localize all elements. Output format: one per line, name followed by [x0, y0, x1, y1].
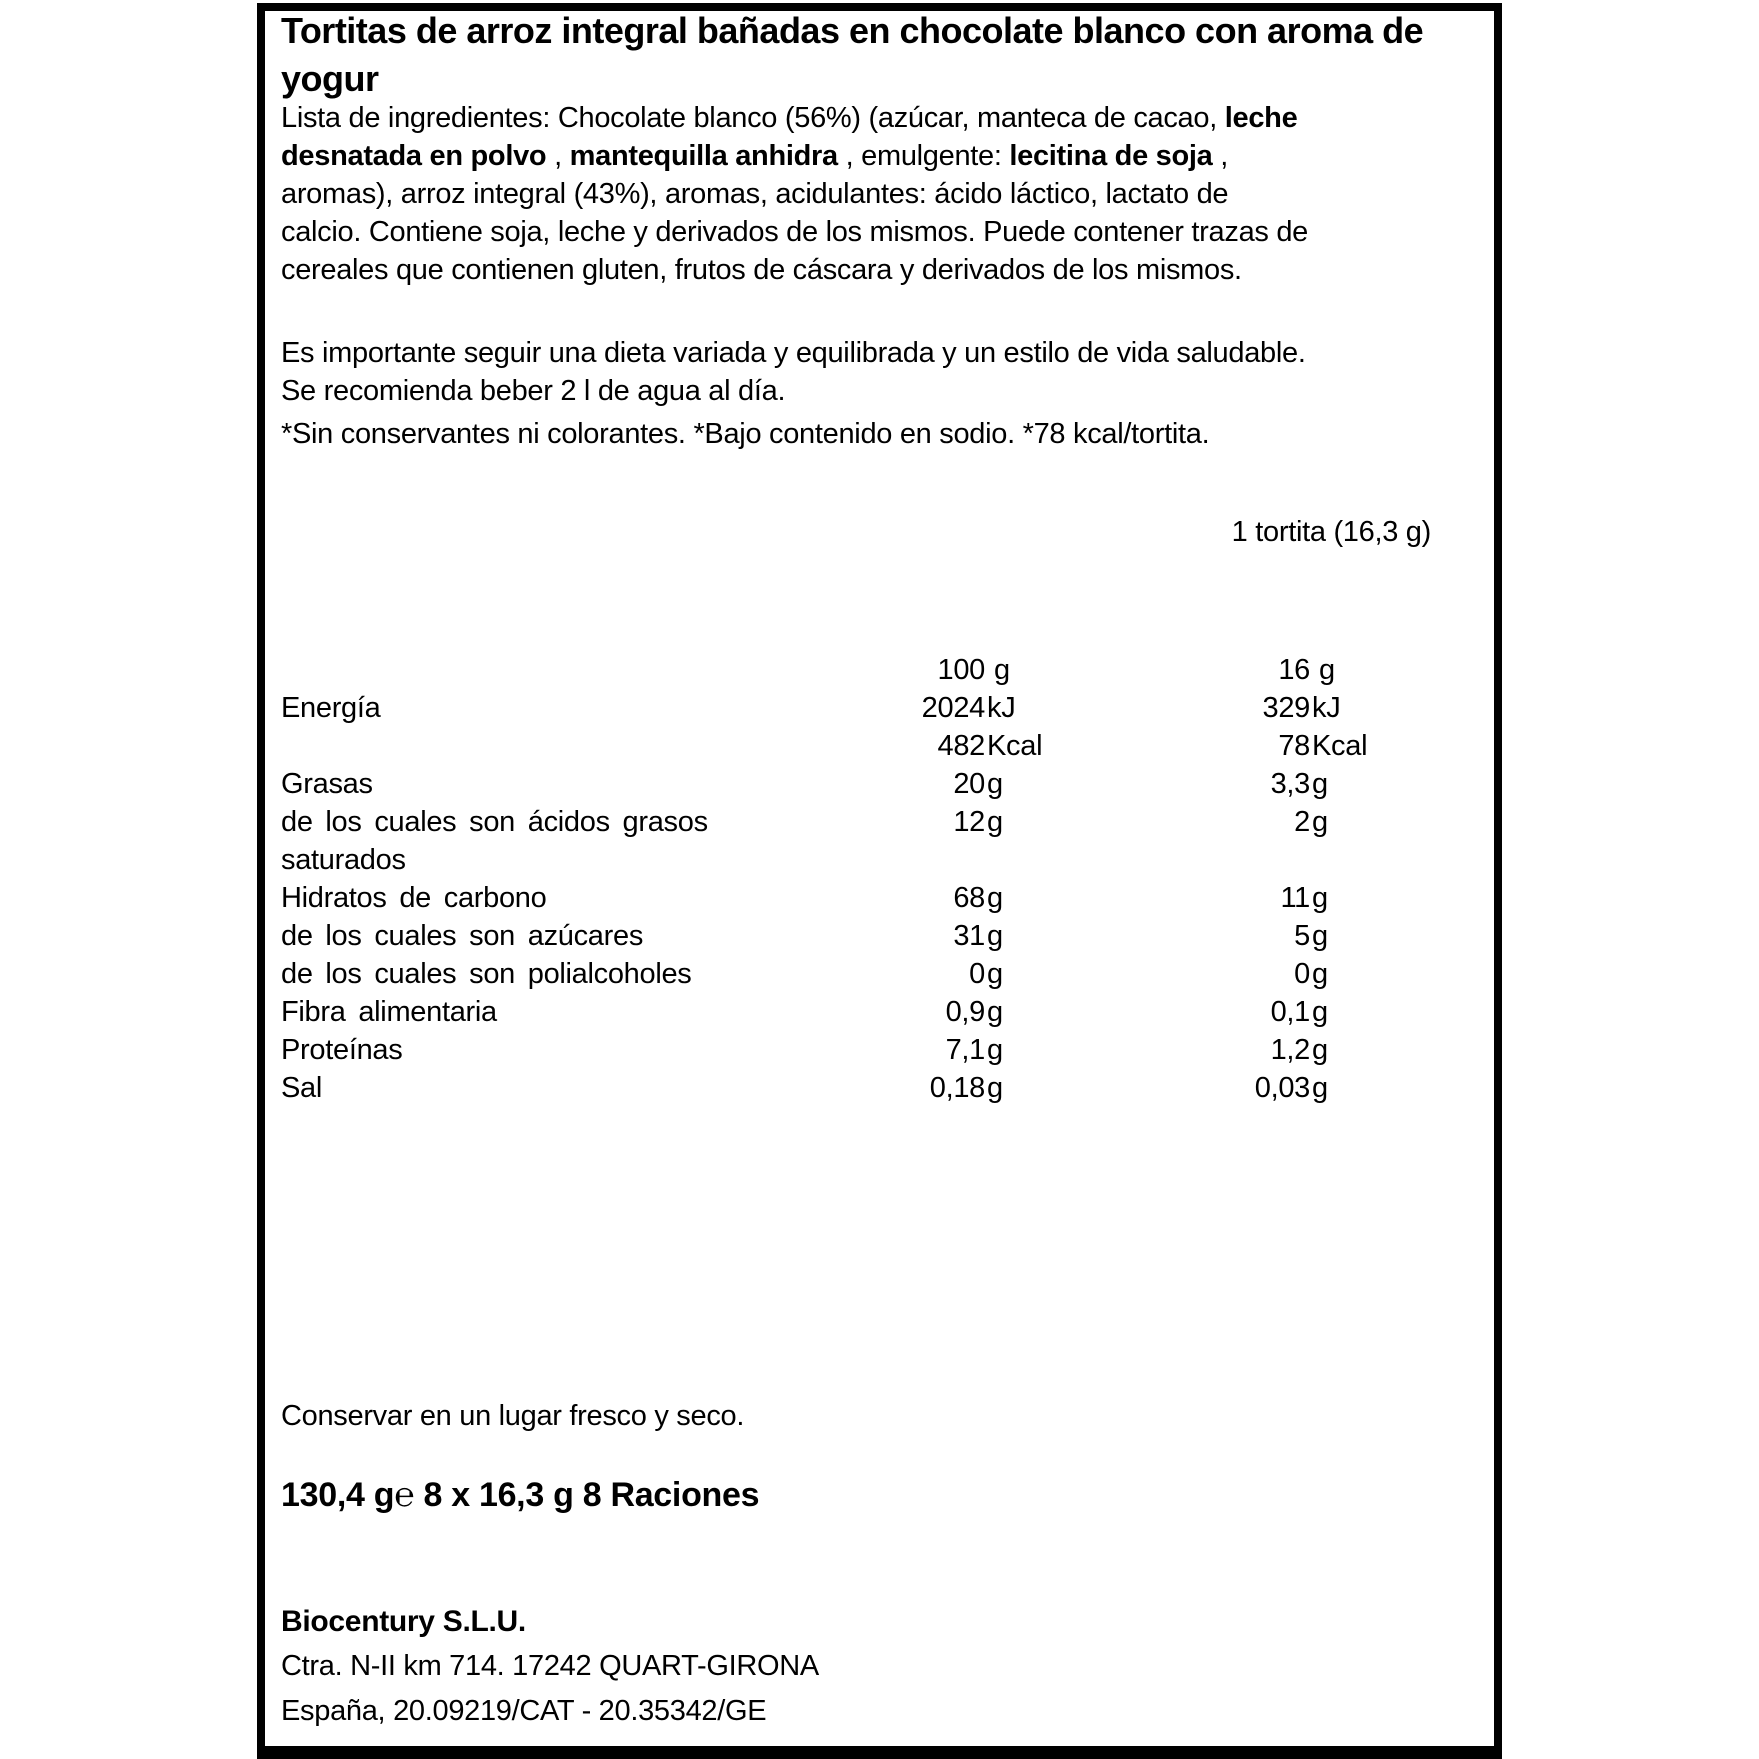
nutrient-label: de los cuales son polialcoholes — [281, 958, 692, 990]
table-header-row — [265, 651, 1494, 689]
ingredient-text: Lista de ingredientes: Chocolate blanco (56%) (azúcar, manteca de cacao, — [281, 102, 1225, 134]
unit-per-serving: g — [1312, 768, 1328, 800]
ingredient-text: aromas), arroz integral (43%), aromas, acidulantes: ácido láctico, lactato de — [281, 178, 1229, 210]
unit-per-serving: g — [1319, 654, 1335, 686]
nutrient-label: Hidratos de carbono — [281, 882, 547, 914]
company-block — [281, 1599, 819, 1734]
table-row — [265, 841, 1494, 879]
value-per-serving: 0 — [1294, 958, 1310, 990]
unit-per-100g: g — [987, 806, 1003, 838]
value-per-100g: 482 — [937, 730, 985, 762]
nutrient-label: Fibra alimentaria — [281, 996, 497, 1028]
ingredient-text: calcio. Contiene soja, leche y derivados de los mismos. Puede contener trazas de — [281, 216, 1309, 248]
unit-per-serving: kJ — [1312, 692, 1341, 724]
unit-per-100g: Kcal — [987, 730, 1043, 762]
table-row — [265, 1069, 1494, 1107]
company-address: Ctra. N-II km 714. 17242 QUART-GIRONA — [281, 1650, 819, 1682]
table-row — [265, 727, 1494, 765]
company-name: Biocentury S.L.U. — [281, 1605, 526, 1638]
value-per-100g: 2024 — [921, 692, 985, 724]
table-row — [265, 955, 1494, 993]
unit-per-100g: g — [994, 654, 1010, 686]
ingredient-text: , — [1212, 140, 1229, 172]
table-row — [265, 993, 1494, 1031]
diet-advice-line: Se recomienda beber 2 l de agua al día. — [281, 375, 786, 407]
value-per-serving: 1,2 — [1270, 1034, 1310, 1066]
value-per-serving: 0,1 — [1270, 996, 1310, 1028]
highlighted-ingredient-text: desnatada en polvo — [281, 140, 547, 172]
unit-per-serving: g — [1312, 996, 1328, 1028]
company-registry: España, 20.09219/CAT - 20.35342/GE — [281, 1695, 767, 1727]
unit-per-100g: g — [987, 1034, 1003, 1066]
unit-per-100g: g — [987, 1072, 1003, 1104]
value-per-100g: 31 — [953, 920, 985, 952]
ingredients-paragraph — [281, 99, 1477, 289]
table-row — [265, 1031, 1494, 1069]
table-row — [265, 879, 1494, 917]
nutrition-table — [265, 651, 1494, 1107]
unit-per-serving: g — [1312, 920, 1328, 952]
claims-line: *Sin conservantes ni colorantes. *Bajo contenido en sodio. *78 kcal/tortita. — [281, 418, 1210, 450]
diet-advice-line: Es importante seguir una dieta variada y equilibrada y un estilo de vida saludable. — [281, 337, 1306, 369]
nutrient-label: Sal — [281, 1072, 323, 1104]
unit-per-serving: g — [1312, 1072, 1328, 1104]
value-per-100g: 68 — [953, 882, 985, 914]
nutrient-label: saturados — [281, 844, 406, 876]
table-row — [265, 917, 1494, 955]
value-per-serving: 16 — [1278, 654, 1310, 686]
value-per-serving: 329 — [1262, 692, 1310, 724]
highlighted-ingredient-text: lecitina de soja — [1009, 140, 1213, 172]
unit-per-100g: kJ — [987, 692, 1016, 724]
value-per-100g: 12 — [953, 806, 985, 838]
product-title: Tortitas de arroz integral bañadas en chocolate blanco con aroma de yogur — [281, 10, 1424, 99]
ingredients-line — [281, 137, 1477, 175]
value-per-serving: 2 — [1294, 806, 1310, 838]
unit-per-100g: g — [987, 882, 1003, 914]
diet-advice-paragraph — [281, 334, 1477, 410]
ingredients-line — [281, 251, 1477, 289]
unit-per-100g: g — [987, 920, 1003, 952]
value-per-100g: 0,9 — [945, 996, 985, 1028]
highlighted-ingredient-text: mantequilla anhidra — [569, 140, 838, 172]
value-per-100g: 0 — [969, 958, 985, 990]
label-box — [257, 3, 1502, 1759]
nutrient-label: Grasas — [281, 768, 373, 800]
value-per-100g: 0,18 — [929, 1072, 985, 1104]
unit-per-serving: g — [1312, 882, 1328, 914]
unit-per-serving: g — [1312, 806, 1328, 838]
unit-per-100g: g — [987, 958, 1003, 990]
nutrient-label: Proteínas — [281, 1034, 403, 1066]
unit-per-serving: Kcal — [1312, 730, 1368, 762]
nutrient-label: Energía — [281, 692, 381, 724]
value-per-serving: 3,3 — [1270, 768, 1310, 800]
storage-instructions: Conservar en un lugar fresco y seco. — [281, 1400, 745, 1432]
ingredient-text: , emulgente: — [837, 140, 1010, 172]
table-row — [265, 803, 1494, 841]
unit-per-serving: g — [1312, 958, 1328, 990]
value-per-serving: 5 — [1294, 920, 1310, 952]
value-per-100g: 20 — [953, 768, 985, 800]
value-per-100g: 100 — [937, 654, 985, 686]
unit-per-100g: g — [987, 996, 1003, 1028]
serving-size-header: 1 tortita (16,3 g) — [1231, 516, 1431, 548]
highlighted-ingredient-text: leche — [1224, 102, 1298, 134]
unit-per-serving: g — [1312, 1034, 1328, 1066]
ingredients-line — [281, 99, 1477, 137]
nutrient-label: de los cuales son ácidos grasos — [281, 806, 708, 838]
unit-per-100g: g — [987, 768, 1003, 800]
ingredients-line — [281, 213, 1477, 251]
value-per-serving: 0,03 — [1254, 1072, 1310, 1104]
table-row — [265, 689, 1494, 727]
ingredient-text: , — [546, 140, 570, 172]
value-per-100g: 7,1 — [945, 1034, 985, 1066]
table-row — [265, 765, 1494, 803]
value-per-serving: 78 — [1278, 730, 1310, 762]
net-weight-line: 130,4 g℮ 8 x 16,3 g 8 Raciones — [281, 1476, 760, 1514]
nutrient-label: de los cuales son azúcares — [281, 920, 644, 952]
ingredients-line — [281, 175, 1477, 213]
ingredient-text: cereales que contienen gluten, frutos de cáscara y derivados de los mismos. — [281, 254, 1242, 286]
value-per-serving: 11 — [1280, 882, 1310, 914]
